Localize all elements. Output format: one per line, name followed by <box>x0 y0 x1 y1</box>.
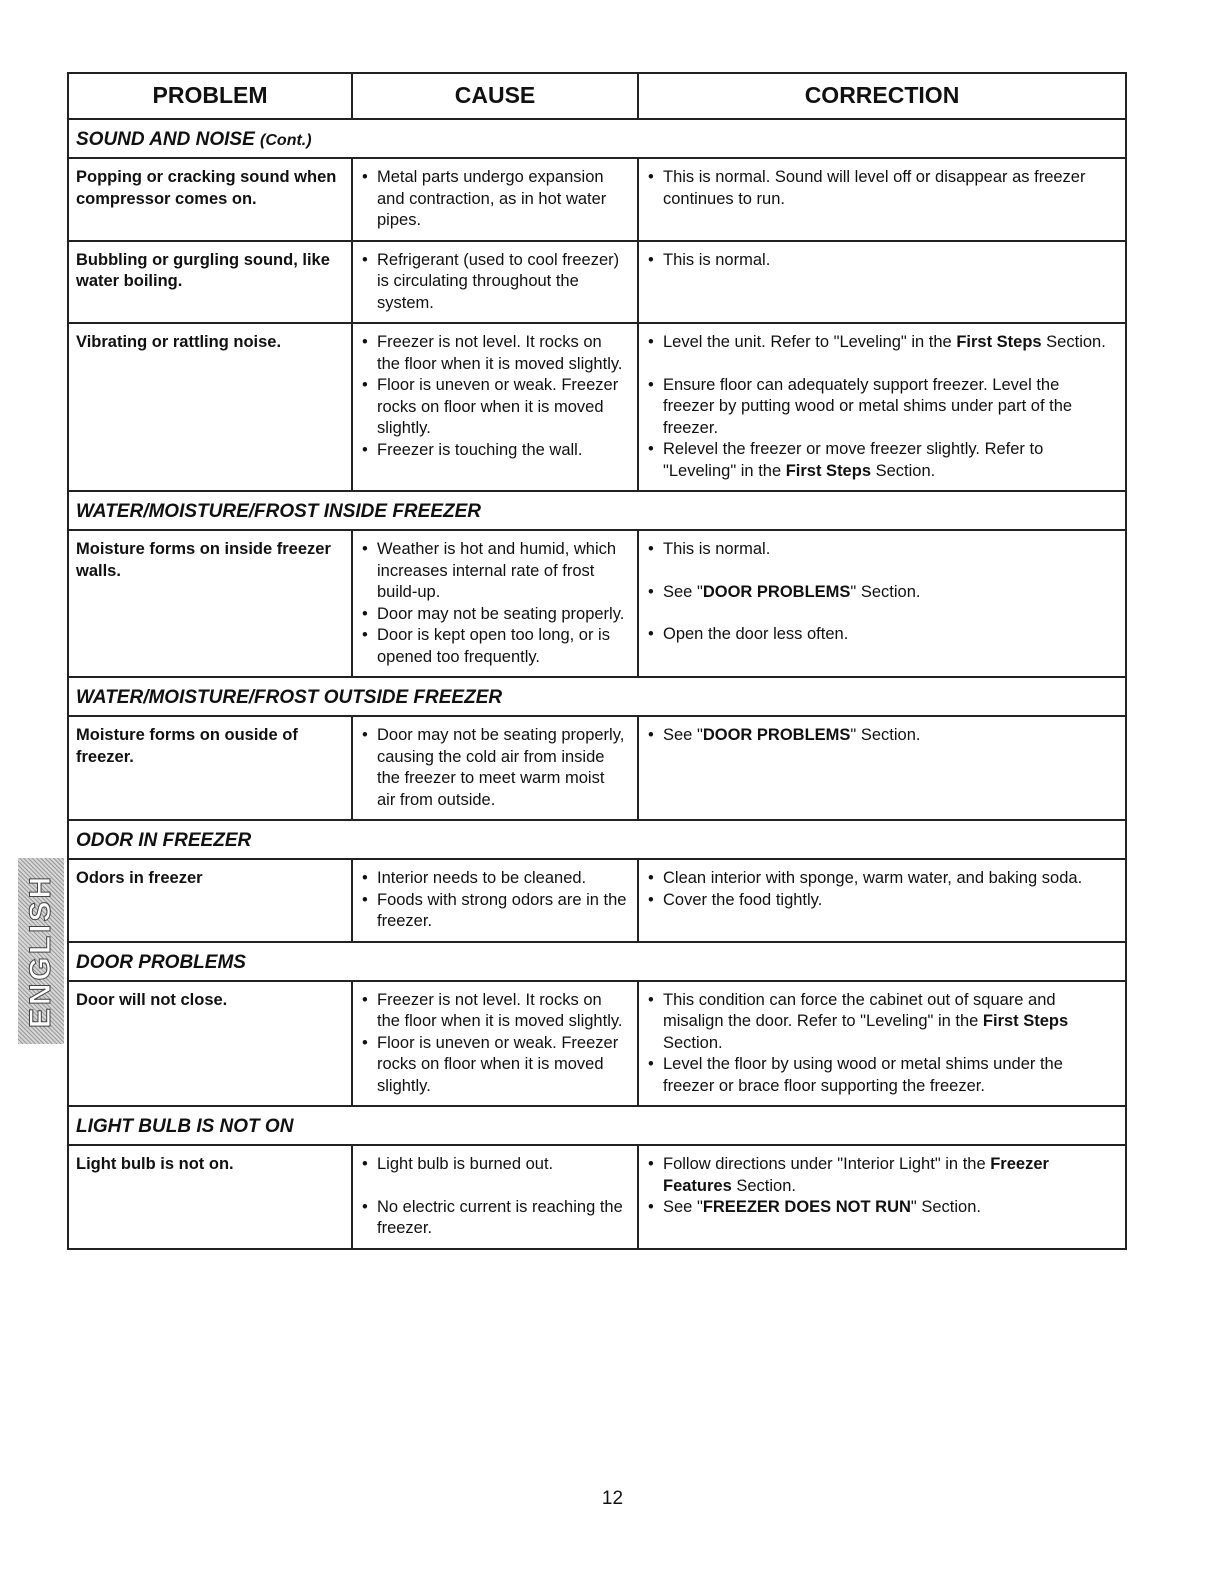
cause-cell <box>352 241 638 324</box>
text-segment: This condition can force the cabinet out of square and misalign the door. Refer to "Leveling" in the <box>663 990 1056 1030</box>
bullet-item: • No electric current is reaching the freezer. <box>360 1197 627 1240</box>
correction-cell <box>638 859 1126 942</box>
correction-header: CORRECTION <box>638 73 1126 119</box>
bold-reference: FREEZER DOES NOT RUN <box>702 1198 911 1216</box>
page-number: 12 <box>601 1488 624 1509</box>
bullet-item <box>646 725 1115 747</box>
correction-cell <box>638 158 1126 241</box>
text-segment: Section. <box>663 1033 723 1052</box>
bullet-item: • Door is kept open too long, or is opened too frequently. <box>360 625 627 668</box>
bullet-item: • Clean interior with sponge, warm water, and baking soda. <box>646 868 1115 890</box>
problem-cell: Bubbling or gurgling sound, like water boiling. <box>68 241 352 324</box>
section-title: WATER/MOISTURE/FROST OUTSIDE FREEZER <box>68 677 1126 716</box>
text-segment: " Section. <box>850 726 921 744</box>
bullet-item: • Weather is hot and humid, which increases internal rate of frost build-up. <box>360 539 627 604</box>
troubleshooting-table <box>67 72 1127 1250</box>
bullet-item: • Ensure floor can adequately support freezer. Level the freezer by putting wood or metal shims under part of the freezer. <box>646 375 1115 440</box>
bullet-item: • Refrigerant (used to cool freezer) is circulating throughout the system. <box>360 250 627 315</box>
text-segment: See " <box>663 1198 703 1216</box>
problem-cell: Moisture forms on ouside of freezer. <box>68 716 352 820</box>
table-row <box>68 158 1126 241</box>
section-title: LIGHT BULB IS NOT ON <box>68 1106 1126 1145</box>
bullet-item: • Freezer is touching the wall. <box>360 440 627 462</box>
bullet-item <box>646 1154 1115 1197</box>
bullet-item: • This is normal. Sound will level off or disappear as freezer continues to run. <box>646 167 1115 210</box>
text-segment: " Section. <box>910 1198 981 1216</box>
problem-cell: Door will not close. <box>68 981 352 1107</box>
bullet-item <box>646 332 1115 354</box>
bullet-item: • Light bulb is burned out. <box>360 1154 627 1176</box>
bullet-item: • Metal parts undergo expansion and contraction, as in hot water pipes. <box>360 167 627 232</box>
text-segment: Follow directions under "Interior Light" in the <box>663 1155 991 1173</box>
bullet-item: • This is normal. <box>646 539 1115 561</box>
bullet-item: • Open the door less often. <box>646 624 1115 646</box>
problem-cell: Moisture forms on inside freezer walls. <box>68 530 352 677</box>
correction-cell <box>638 981 1126 1107</box>
text-segment: Level the unit. Refer to "Leveling" in the <box>663 333 957 351</box>
bold-reference: DOOR PROBLEMS <box>702 582 851 601</box>
problem-cell: Light bulb is not on. <box>68 1145 352 1249</box>
language-label: ENGLISH <box>24 873 57 1029</box>
correction-cell <box>638 1145 1126 1249</box>
section-heading <box>68 820 1126 859</box>
text-segment: See " <box>663 726 703 744</box>
bullet-item <box>646 439 1115 482</box>
bold-reference: First Steps <box>956 333 1042 351</box>
bullet-item: • Floor is uneven or weak. Freezer rocks on floor when it is moved slightly. <box>360 375 627 440</box>
bullet-item: • Door may not be seating properly. <box>360 604 627 626</box>
bullet-item: • Foods with strong odors are in the freezer. <box>360 890 627 933</box>
problem-cell: Vibrating or rattling noise. <box>68 323 352 491</box>
problem-header: PROBLEM <box>68 73 352 119</box>
problem-cell: Odors in freezer <box>68 859 352 942</box>
section-suffix: (Cont.) <box>260 132 312 149</box>
bold-reference: Freezer Features <box>663 1155 1049 1195</box>
cause-header: CAUSE <box>352 73 638 119</box>
section-title: ODOR IN FREEZER <box>68 820 1126 859</box>
correction-cell <box>638 241 1126 324</box>
cause-cell <box>352 323 638 491</box>
section-heading <box>68 1106 1126 1145</box>
bullet-item: • Level the floor by using wood or metal shims under the freezer or brace floor supporting the freezer. <box>646 1054 1115 1097</box>
table-row <box>68 530 1126 677</box>
text-segment: See " <box>663 582 703 601</box>
cause-cell <box>352 859 638 942</box>
cause-cell <box>352 981 638 1107</box>
bullet-item: • Cover the food tightly. <box>646 890 1115 912</box>
bullet-item: • Freezer is not level. It rocks on the floor when it is moved slightly. <box>360 990 627 1033</box>
bullet-item: • Freezer is not level. It rocks on the floor when it is moved slightly. <box>360 332 627 375</box>
bullet-item <box>646 990 1115 1055</box>
section-title: SOUND AND NOISE <box>76 129 255 150</box>
text-segment: Relevel the freezer or move freezer slightly. Refer to "Leveling" in the <box>663 440 1044 480</box>
text-segment: Section. <box>871 461 936 480</box>
section-heading <box>68 942 1126 981</box>
bullet-item: • Interior needs to be cleaned. <box>360 868 627 890</box>
header-row <box>68 73 1126 119</box>
text-segment: Section. <box>731 1176 796 1195</box>
section-title: DOOR PROBLEMS <box>68 942 1126 981</box>
cause-cell <box>352 530 638 677</box>
correction-cell <box>638 716 1126 820</box>
section-heading <box>68 491 1126 530</box>
language-side-tab <box>18 858 64 1044</box>
bold-reference: First Steps <box>982 1012 1069 1030</box>
table-row <box>68 241 1126 324</box>
bullet-item: • Door may not be seating properly, causing the cold air from inside the freezer to meet warm moist air from outside. <box>360 725 627 811</box>
cause-cell <box>352 716 638 820</box>
table-row <box>68 323 1126 491</box>
table-row <box>68 1145 1126 1249</box>
bold-reference: First Steps <box>785 461 871 480</box>
correction-cell <box>638 323 1126 491</box>
cause-cell <box>352 1145 638 1249</box>
section-heading <box>68 119 1126 158</box>
bullet-item <box>646 582 1115 604</box>
correction-cell <box>638 530 1126 677</box>
text-segment: Section. <box>1041 333 1106 351</box>
table-row <box>68 716 1126 820</box>
problem-cell: Popping or cracking sound when compressor comes on. <box>68 158 352 241</box>
section-heading <box>68 677 1126 716</box>
bullet-item <box>646 1197 1115 1219</box>
section-title: WATER/MOISTURE/FROST INSIDE FREEZER <box>68 491 1126 530</box>
cause-cell <box>352 158 638 241</box>
bullet-item: • This is normal. <box>646 250 1115 272</box>
table-row <box>68 859 1126 942</box>
bold-reference: DOOR PROBLEMS <box>702 726 851 744</box>
bullet-item: • Floor is uneven or weak. Freezer rocks on floor when it is moved slightly. <box>360 1033 627 1098</box>
table-row <box>68 981 1126 1107</box>
text-segment: " Section. <box>850 582 921 601</box>
